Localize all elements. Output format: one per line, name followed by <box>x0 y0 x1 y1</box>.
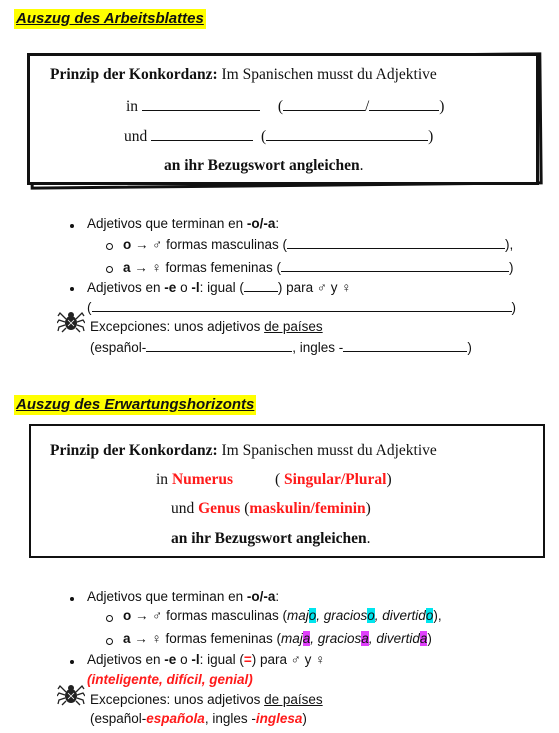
sub1-text: formas masculinas ( <box>166 237 287 252</box>
sol-bullet2 <box>87 652 325 667</box>
und-word: und <box>124 128 148 145</box>
ws-bullet1-bold: -o/-a <box>246 216 276 231</box>
hl-o: o <box>425 608 434 623</box>
blank-examples[interactable] <box>92 299 512 312</box>
ex-espanola: española <box>146 711 205 726</box>
a-letter: a <box>123 631 131 646</box>
paren-open: ( <box>244 500 250 517</box>
bullet-dot <box>70 660 74 664</box>
paren-close: ) <box>386 471 392 488</box>
in-word: in <box>156 471 169 488</box>
circle-bullet <box>106 243 113 250</box>
circle-bullet <box>106 615 113 622</box>
gracios: , gracios <box>310 631 362 646</box>
o-letter: o <box>123 237 132 252</box>
male-icon: ♂ <box>152 608 163 623</box>
worksheet-in-line <box>126 98 444 116</box>
closing-dot: . <box>359 157 364 174</box>
sub2-end: ) <box>427 631 432 646</box>
b2e: : igual ( <box>199 652 244 667</box>
worksheet-heading: Auszug des Arbeitsblattes <box>16 10 204 27</box>
b2a: Adjetivos en <box>87 280 165 295</box>
ws-bullet2 <box>87 279 351 295</box>
blank-singular[interactable] <box>283 98 365 111</box>
solution-in-line <box>156 471 392 489</box>
paren-open: ( <box>274 471 281 488</box>
a-letter: a <box>123 260 131 275</box>
principle-text: Im Spanischen musst du Adjektive <box>221 66 437 83</box>
ws-examples-line <box>87 299 516 315</box>
exc-underlined: de países <box>264 692 323 707</box>
paren-open: ( <box>277 98 283 115</box>
b2f: ) para <box>251 652 291 667</box>
equals-sign: = <box>243 652 252 667</box>
maskulin-feminin: maskulin/feminin <box>249 500 366 517</box>
spider-icon <box>57 683 85 707</box>
closing-text: an ihr Bezugswort angleichen <box>164 157 360 174</box>
maj: maj <box>280 631 303 646</box>
ws-bullet1-text: Adjetivos que terminan en <box>87 216 247 231</box>
female-icon: ♀ <box>151 631 162 646</box>
hl-a: a <box>361 631 369 646</box>
o-letter: o <box>123 608 132 623</box>
bullet-dot <box>70 224 74 228</box>
male-icon: ♂ <box>316 280 328 295</box>
blank-inglesa[interactable] <box>343 339 467 352</box>
sub2-text: formas femeninas ( <box>165 631 281 646</box>
ws-exceptions <box>90 319 323 334</box>
ex-espanol: (español- <box>90 711 147 726</box>
closing-text: an ihr Bezugswort angleichen <box>171 530 367 547</box>
sol-exceptions <box>90 692 323 707</box>
paren-open: ( <box>87 300 92 315</box>
bullet-dot <box>70 597 74 601</box>
paren-close: ) <box>248 672 253 687</box>
sol-sub2 <box>123 631 432 646</box>
closing-dot: . <box>366 530 371 547</box>
b2d: -l <box>191 652 200 667</box>
sub2-end: ) <box>508 260 514 275</box>
hl-o: o <box>367 608 375 623</box>
worksheet-und-line <box>124 128 433 146</box>
colon: : <box>275 216 280 231</box>
spider-icon <box>57 310 85 334</box>
sol-sub1 <box>123 608 442 623</box>
blank-und[interactable] <box>151 128 253 141</box>
b2b: -e <box>164 652 177 667</box>
ws-bullet1 <box>87 216 279 231</box>
paren-close: ) <box>302 711 307 726</box>
male-icon: ♂ <box>290 652 301 667</box>
numerus: Numerus <box>171 471 234 488</box>
solution-heading: Auszug des Erwartungshorizonts <box>16 396 255 413</box>
sol-bullet1-text: Adjetivos que terminan en <box>87 589 247 604</box>
b2g: y <box>327 280 342 295</box>
arrow-icon: → <box>135 237 149 252</box>
sub1-text: formas masculinas ( <box>166 608 287 623</box>
worksheet-principle-line <box>50 66 437 84</box>
blank-plural[interactable] <box>369 98 439 111</box>
circle-bullet <box>106 266 113 273</box>
paren-close: ) <box>428 128 434 145</box>
paren-close: ) <box>467 340 472 355</box>
worksheet-closing-line <box>164 157 364 175</box>
female-icon: ♀ <box>341 280 352 295</box>
und-word: und <box>171 500 195 517</box>
paren-open: ( <box>87 672 92 687</box>
singular-plural: Singular/Plural <box>284 471 387 488</box>
blank-igual[interactable] <box>244 279 278 292</box>
ex-ingles: , ingles - <box>204 711 256 726</box>
examples: inteligente, difícil, genial <box>91 672 249 687</box>
blank-fem[interactable] <box>281 259 509 272</box>
sub2-text: formas femeninas ( <box>165 260 281 275</box>
ex-espanol: (español- <box>90 340 147 355</box>
sub1-end: ), <box>433 608 442 623</box>
paren-close: ) <box>511 300 516 315</box>
principle-label: Prinzip der Konkordanz: <box>50 442 218 459</box>
divertid: , divertid <box>374 608 426 623</box>
circle-bullet <box>106 638 113 645</box>
solution-closing-line <box>171 530 371 548</box>
principle-text: Im Spanischen musst du Adjektive <box>221 442 437 459</box>
maj: maj <box>286 608 309 623</box>
blank-espanola[interactable] <box>146 339 292 352</box>
slash: / <box>364 98 370 115</box>
gracios: , gracios <box>316 608 368 623</box>
divertid: , divertid <box>368 631 420 646</box>
exc-text: Excepciones: unos adjetivos <box>90 319 265 334</box>
paren-open: ( <box>261 128 267 145</box>
arrow-icon: → <box>134 260 148 275</box>
hl-o: o <box>308 608 317 623</box>
b2c: o <box>176 652 192 667</box>
ws-sub2 <box>123 259 513 275</box>
sub1-end: ), <box>504 237 514 252</box>
b2c: o <box>176 280 192 295</box>
hl-a: a <box>302 631 311 646</box>
exc-text: Excepciones: unos adjetivos <box>90 692 265 707</box>
sol-bullet1-bold: -o/-a <box>246 589 276 604</box>
bullet-dot <box>70 287 74 291</box>
blank-in[interactable] <box>142 98 260 111</box>
female-icon: ♀ <box>151 260 162 275</box>
solution-principle-line <box>50 442 437 460</box>
b2d: -l <box>191 280 200 295</box>
sol-country-examples <box>90 711 307 726</box>
b2a: Adjetivos en <box>87 652 165 667</box>
solution-und-line <box>171 500 371 518</box>
hl-a: a <box>419 631 428 646</box>
b2f: ) para <box>277 280 317 295</box>
b2e: : igual ( <box>199 280 244 295</box>
arrow-icon: → <box>135 608 149 623</box>
colon: : <box>275 589 280 604</box>
female-icon: ♀ <box>315 652 326 667</box>
exc-underlined: de países <box>264 319 323 334</box>
ex-inglesa: inglesa <box>255 711 303 726</box>
male-icon: ♂ <box>152 237 163 252</box>
b2g: y <box>300 652 316 667</box>
genus: Genus <box>198 500 241 517</box>
arrow-icon: → <box>134 631 148 646</box>
ws-sub1 <box>123 236 513 252</box>
blank-masc[interactable] <box>287 236 505 249</box>
b2b: -e <box>164 280 177 295</box>
sol-examples-line <box>87 672 253 687</box>
principle-label: Prinzip der Konkordanz: <box>50 66 218 83</box>
paren-close: ) <box>439 98 445 115</box>
paren-close: ) <box>365 500 371 517</box>
ws-country-examples <box>90 339 472 355</box>
blank-genus[interactable] <box>266 128 428 141</box>
in-word: in <box>126 98 139 115</box>
ex-ingles: , ingles - <box>292 340 344 355</box>
sol-bullet1 <box>87 589 279 604</box>
